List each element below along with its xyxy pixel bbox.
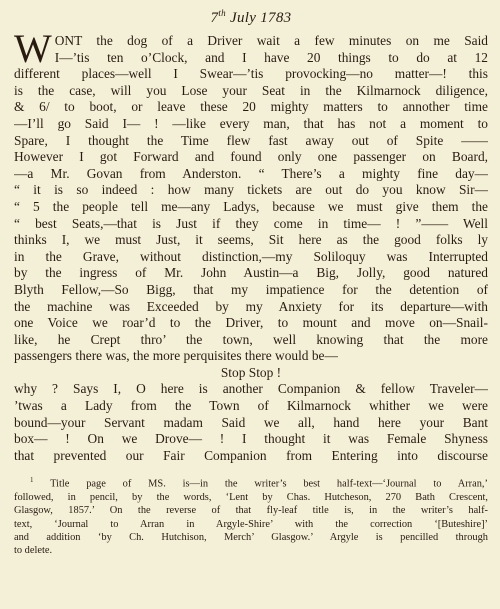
drop-cap: W bbox=[14, 26, 52, 71]
body-line: However I got Forward and found only one passenger on Board, bbox=[14, 149, 488, 165]
body-line: “ 5 the people tell me—any Ladys, because we must give them the bbox=[14, 198, 488, 214]
body-line: bound—your Servant madam Said we all, hand here your Bant bbox=[14, 414, 488, 430]
body-line: “ it is so indeed : how many tickets are out do you know Sir— bbox=[14, 182, 488, 198]
body-line: & 6/ to boot, or leave these 20 mighty matters to annother time bbox=[14, 99, 488, 115]
footnote-line: text, ‘Journal to Arran in Argyle-Shire’ with the correction ‘[Buteshire]’ bbox=[14, 518, 488, 530]
body-line: I—’tis ten o’Clock, and I have 20 things to do at 12 bbox=[54, 49, 488, 65]
footnote-line: $^1$ Title page of MS. is—in the writer’s best half-text—‘Journal to Arran,’ bbox=[30, 476, 488, 490]
body-line: different places—well I Swear—’tis provocking—no matter—! this bbox=[14, 66, 488, 82]
body-line: like, he Crept thro’ the town, well knowing that the more bbox=[14, 331, 488, 347]
body-line: Blyth Fellow,—So Bigg, that my impatience for the detention of bbox=[14, 281, 488, 297]
page-heading bbox=[14, 4, 488, 27]
body-line: that prevented our Fair Companion from Entering into discourse bbox=[14, 447, 488, 463]
heading-month-year: July 1783 bbox=[230, 10, 292, 26]
body-line: the machine was Exceeded by my Anxiety for its departure—with bbox=[14, 298, 488, 314]
heading-day-suffix: th bbox=[218, 8, 226, 18]
body-line: one Voice we roar’d to the Driver, to mount and move on—Snail- bbox=[14, 315, 488, 331]
body-line-centered: Stop Stop ! bbox=[220, 364, 282, 380]
body-line: —I’ll go Said I— ! —like every man, that has not a moment to bbox=[14, 115, 488, 131]
body-line: thinks I, we must Just, it seems, Sit here as the good folks ly bbox=[14, 232, 488, 248]
body-line: ’twas a Lady from the Town of Kilmarnock whither we were bbox=[14, 398, 488, 414]
body-line: Spare, I thought the Time flew fast away out of Spite —— bbox=[14, 132, 488, 148]
body-line: passengers there was, the more perquisites there would be— bbox=[14, 348, 338, 364]
heading-day: 7 bbox=[210, 10, 219, 26]
footnote-line: to delete. bbox=[14, 544, 53, 556]
footnote-line: followed, in pencil, by the words, ‘Lent by Chas. Hutcheson, 270 Bath Crescent, bbox=[14, 492, 488, 504]
footnote-line: and addition ‘by Ch. Hutchison, Merch’ Glasgow.’ Argyle is pencilled through bbox=[14, 531, 488, 543]
body-line: —a Mr. Govan from Anderston. “ There’s a mighty fine day— bbox=[14, 165, 488, 181]
body-line: in the Grave, without distinction,—my Soliloquy was Interrupted bbox=[14, 248, 488, 264]
body-line: “ best Seats,—that is Just if they come in time— ! ”—— Well bbox=[14, 215, 488, 231]
body-line: box— ! On we Drove— ! I thought it was Female Shyness bbox=[14, 431, 488, 447]
journal-body bbox=[14, 26, 488, 464]
body-line: why ? Says I, O here is another Companion & fellow Traveler— bbox=[14, 381, 488, 397]
body-line: ONT the dog of a Driver wait a few minutes on me Said bbox=[54, 33, 488, 48]
body-line: is the case, will you Lose your Seat in the Kilmarnock diligence, bbox=[14, 82, 488, 98]
footnote bbox=[14, 474, 488, 557]
body-line: by the ingress of Mr. John Austin—a Big, Jolly, good natured bbox=[14, 265, 488, 281]
footnote-marker: 1 bbox=[30, 476, 34, 485]
footnote-line: Glasgow, 1857.’ On the reverse of that fly-leaf title is, in the writer’s half- bbox=[14, 505, 488, 517]
book-page bbox=[14, 0, 488, 609]
